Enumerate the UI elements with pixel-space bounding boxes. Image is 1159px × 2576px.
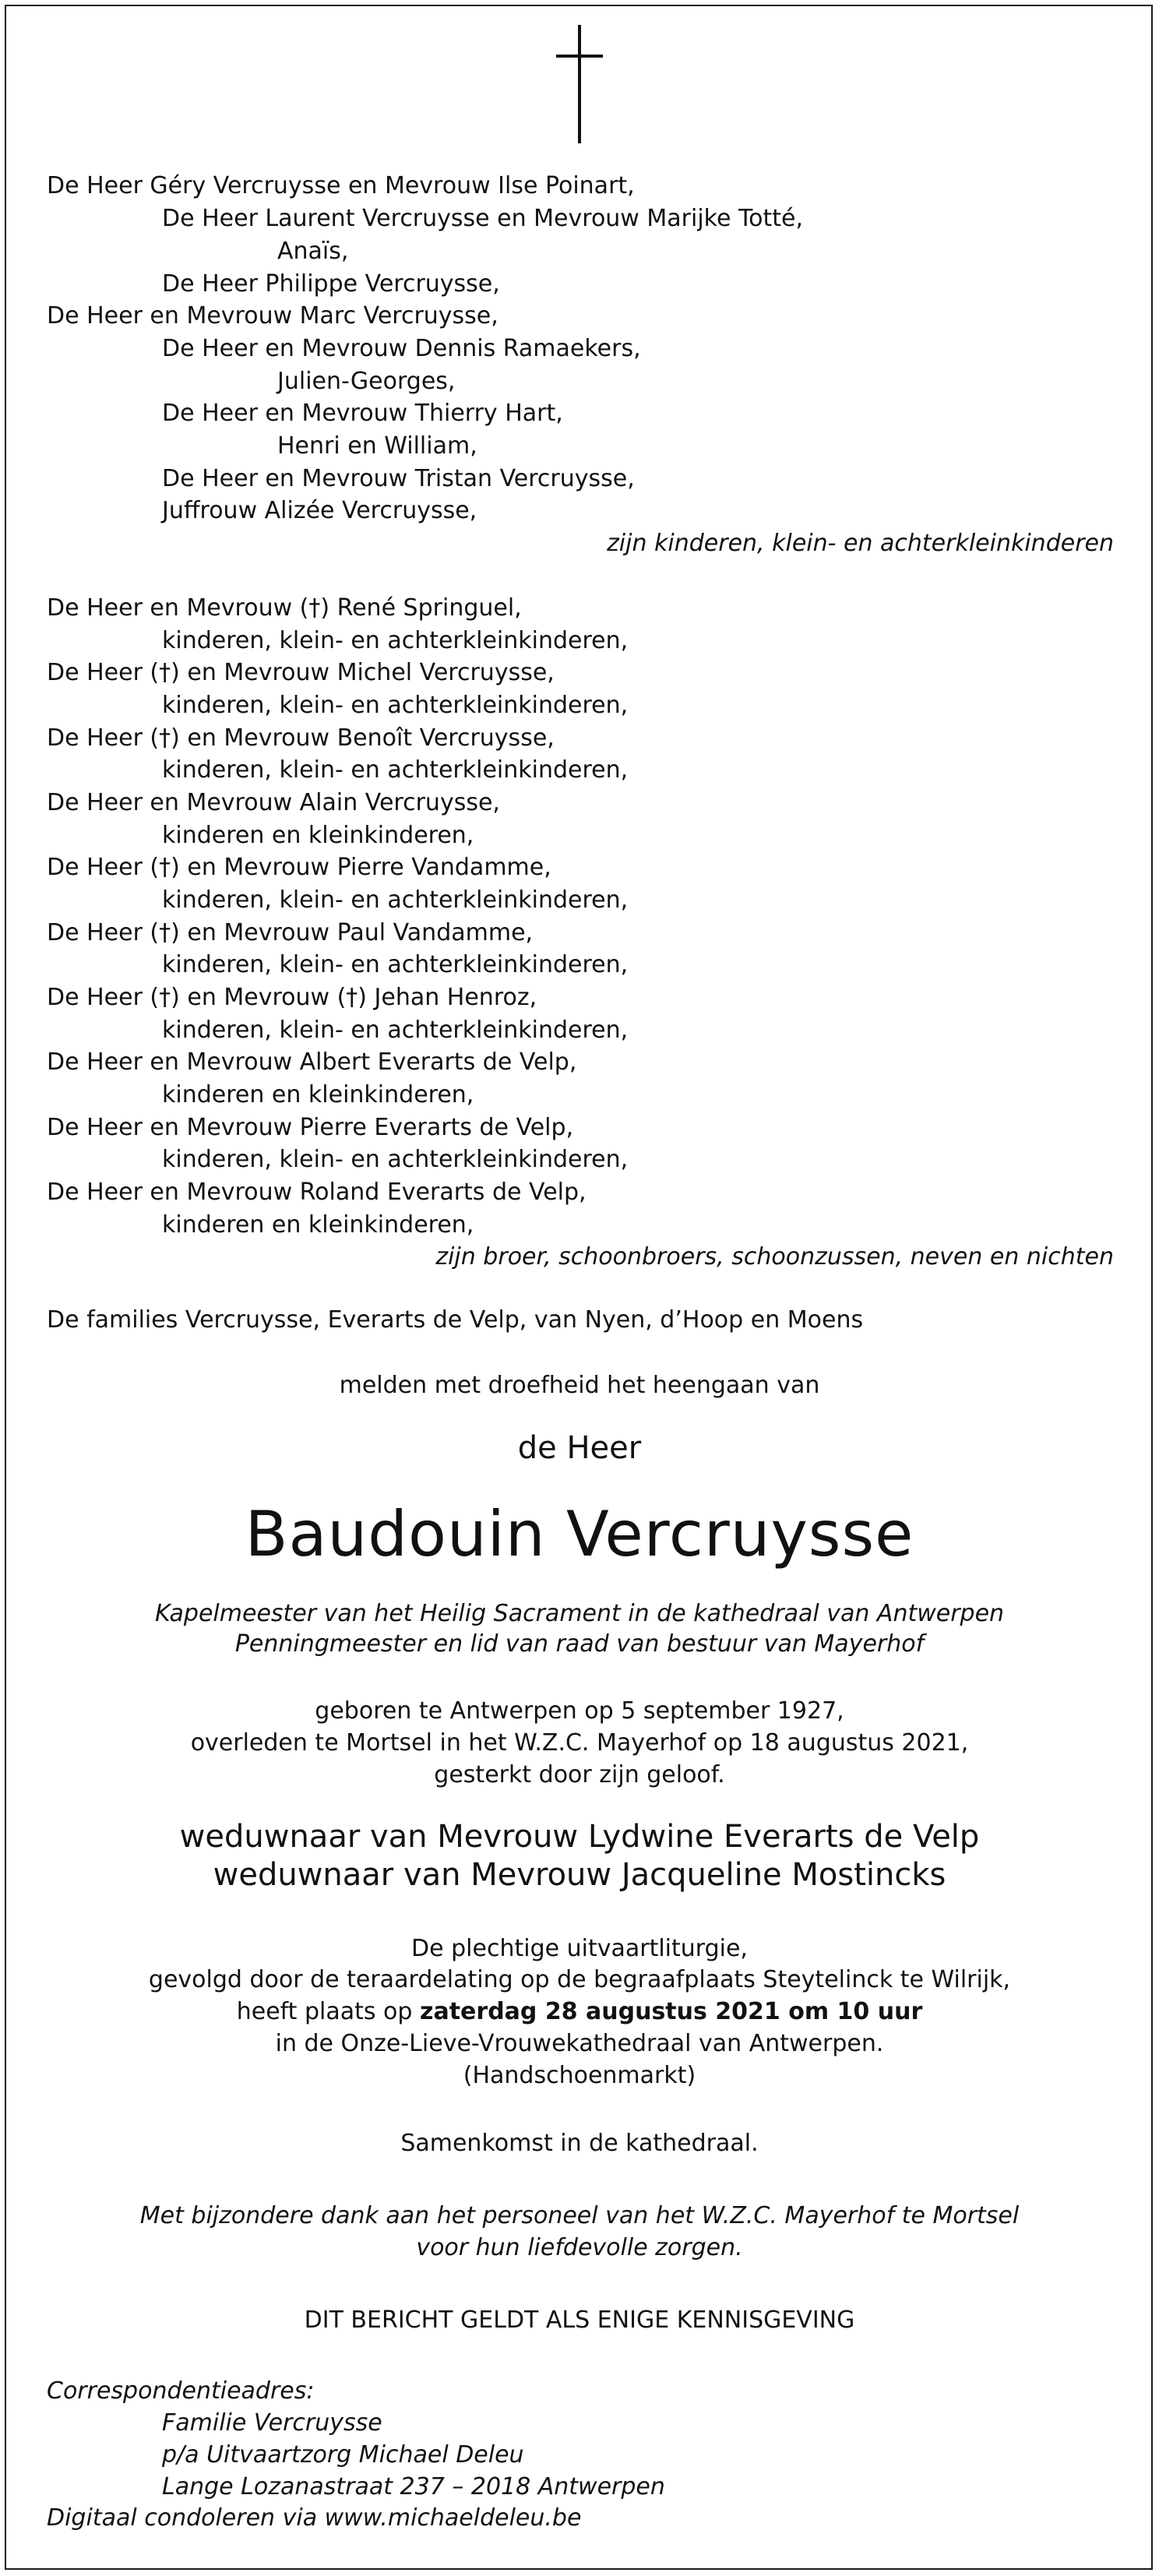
family-line: kinderen en kleinkinderen, — [162, 1081, 474, 1108]
deceased-title: de Heer — [517, 1430, 642, 1466]
service-line: gevolgd door de teraardelating op de begraafplaats Steytelinck te Wilrijk, — [148, 1966, 1011, 1993]
service-date-line — [0, 1996, 1159, 2028]
family-line: De Heer (†) en Mevrouw Paul Vandamme, — [47, 919, 534, 946]
notice-line: DIT BERICHT GELDT ALS ENIGE KENNISGEVING — [304, 2306, 855, 2334]
announce-line: melden met droefheid het heengaan van — [339, 1372, 820, 1399]
family-line: Henri en William, — [277, 432, 477, 460]
role-line: Penningmeester en lid van raad van bestuur van Mayerhof — [234, 1630, 925, 1658]
family-line: kinderen, klein- en achterkleinkinderen, — [162, 1146, 629, 1173]
service-date-prefix: heeft plaats op — [236, 1998, 420, 2025]
service-line: De plechtige uitvaartliturgie, — [411, 1935, 748, 1962]
family-line: De Heer Philippe Vercruysse, — [162, 270, 500, 298]
family-line: Julien-Georges, — [277, 368, 456, 395]
family-line: kinderen en kleinkinderen, — [162, 1211, 474, 1239]
correspondence-line: Familie Vercruysse — [162, 2409, 382, 2437]
family-line: De Heer (†) en Mevrouw Pierre Vandamme, — [47, 854, 551, 881]
widower-line: weduwnaar van Mevrouw Jacqueline Mostincks — [213, 1857, 946, 1893]
correspondence-line: p/a Uitvaartzorg Michael Deleu — [162, 2441, 524, 2469]
family-line: kinderen, klein- en achterkleinkinderen, — [162, 627, 629, 654]
family-caption: zijn broer, schoonbroers, schoonzussen, neven en nichten — [435, 1243, 1114, 1270]
thanks-line: Met bijzondere dank aan het personeel van het W.Z.C. Mayerhof te Mortsel — [139, 2202, 1020, 2229]
family-line: De Heer (†) en Mevrouw (†) Jehan Henroz, — [47, 984, 537, 1011]
family-line: kinderen en kleinkinderen, — [162, 822, 474, 849]
family-line: kinderen, klein- en achterkleinkinderen, — [162, 886, 629, 914]
family-line: De Heer en Mevrouw Albert Everarts de Velp, — [47, 1048, 577, 1076]
family-line: De Heer (†) en Mevrouw Benoît Vercruysse, — [47, 724, 555, 752]
service-line: in de Onze-Lieve-Vrouwekathedraal van Antwerpen. — [275, 2030, 884, 2057]
families-line: De families Vercruysse, Everarts de Velp, van Nyen, d’Hoop en Moens — [47, 1306, 864, 1334]
cross-icon — [0, 0, 1159, 156]
family-line: De Heer (†) en Mevrouw Michel Vercruysse, — [47, 659, 555, 686]
family-line: De Heer en Mevrouw Pierre Everarts de Velp, — [47, 1114, 574, 1141]
family-line: De Heer Laurent Vercruysse en Mevrouw Marijke Totté, — [162, 205, 804, 232]
family-line: Juffrouw Alizée Vercruysse, — [162, 497, 477, 524]
family-line: De Heer en Mevrouw Thierry Hart, — [162, 400, 563, 427]
family-line: De Heer en Mevrouw Tristan Vercruysse, — [162, 465, 635, 492]
family-line: Anaïs, — [277, 238, 349, 265]
family-line: kinderen, klein- en achterkleinkinderen, — [162, 951, 629, 978]
service-line: (Handschoenmarkt) — [463, 2062, 696, 2089]
family-caption: zijn kinderen, klein- en achterkleinkinderen — [607, 530, 1114, 557]
life-line: overleden te Mortsel in het W.Z.C. Mayerhof op 18 augustus 2021, — [190, 1729, 969, 1757]
condolence-link[interactable]: Digitaal condoleren via www.michaeldeleu.be — [47, 2504, 582, 2532]
family-line: De Heer en Mevrouw Dennis Ramaekers, — [162, 335, 641, 362]
deceased-name: Baudouin Vercruysse — [245, 1498, 914, 1570]
correspondence-line: Lange Lozanastraat 237 – 2018 Antwerpen — [162, 2473, 665, 2500]
family-line: De Heer en Mevrouw Alain Vercruysse, — [47, 789, 500, 816]
correspondence-label: Correspondentieadres: — [47, 2377, 315, 2405]
service-date: zaterdag 28 augustus 2021 om 10 uur — [420, 1998, 923, 2025]
life-line: geboren te Antwerpen op 5 september 1927, — [315, 1697, 844, 1725]
notice-border — [5, 5, 1153, 2570]
thanks-line: voor hun liefdevolle zorgen. — [416, 2234, 743, 2261]
life-line: gesterkt door zijn geloof. — [434, 1761, 725, 1788]
family-line: De Heer Géry Vercruysse en Mevrouw Ilse Poinart, — [47, 172, 635, 199]
role-line: Kapelmeester van het Heilig Sacrament in de kathedraal van Antwerpen — [154, 1600, 1005, 1627]
family-line: De Heer en Mevrouw Marc Vercruysse, — [47, 302, 498, 329]
widower-line: weduwnaar van Mevrouw Lydwine Everarts de Velp — [179, 1819, 980, 1855]
family-line: kinderen, klein- en achterkleinkinderen, — [162, 1017, 629, 1044]
gathering-line: Samenkomst in de kathedraal. — [400, 2130, 759, 2157]
family-line: kinderen, klein- en achterkleinkinderen, — [162, 756, 629, 784]
family-line: kinderen, klein- en achterkleinkinderen, — [162, 692, 629, 719]
family-line: De Heer en Mevrouw (†) René Springuel, — [47, 594, 522, 622]
family-line: De Heer en Mevrouw Roland Everarts de Velp, — [47, 1179, 587, 1206]
